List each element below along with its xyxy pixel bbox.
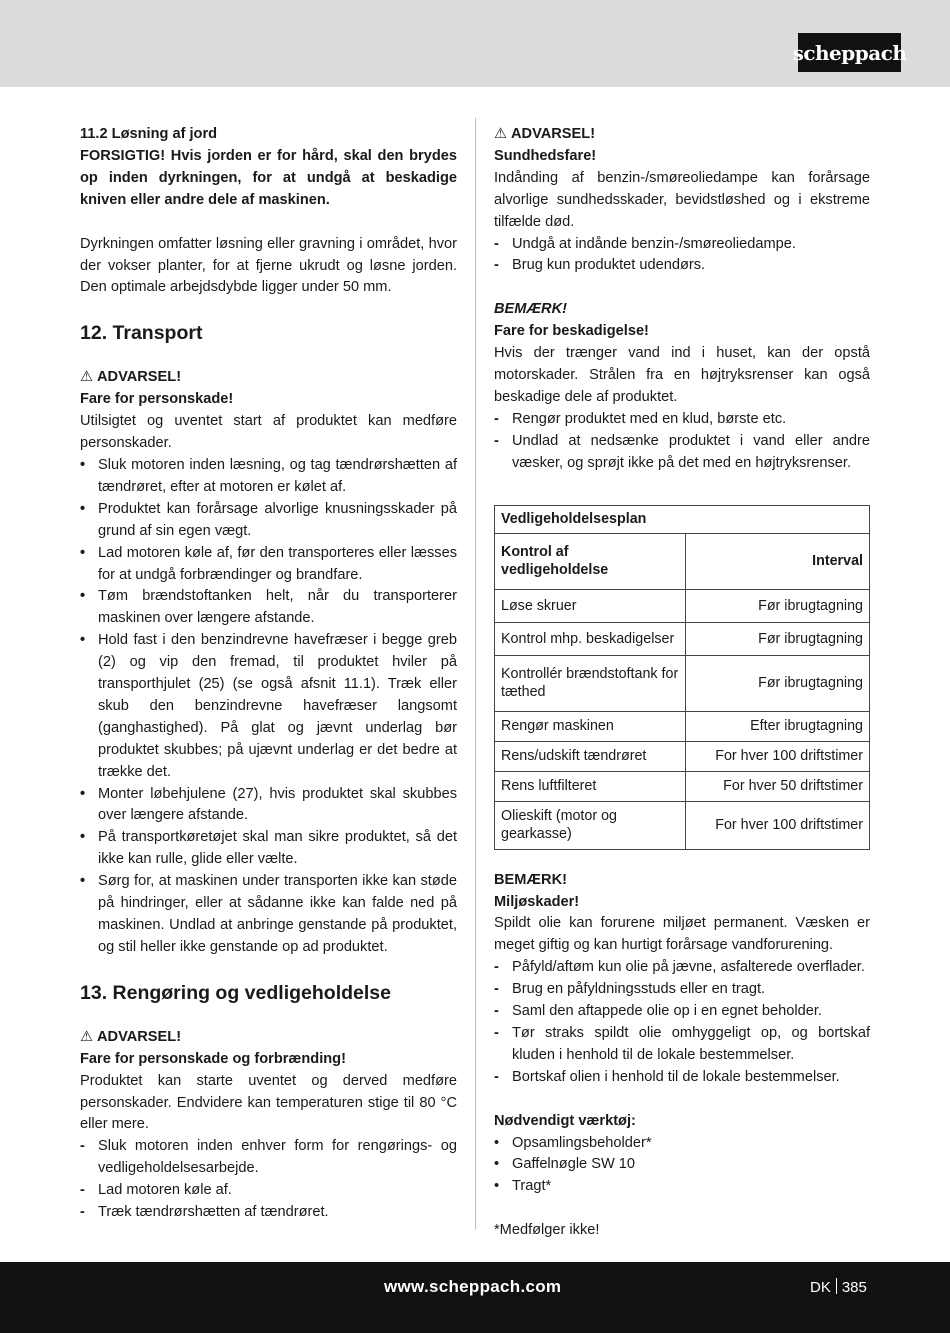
left-column bbox=[80, 124, 457, 1224]
dash-icon: - bbox=[80, 1138, 85, 1155]
page-number bbox=[810, 1278, 867, 1296]
warning-triangle-icon: ⚠ bbox=[80, 1028, 94, 1045]
cleaning-list bbox=[80, 1136, 457, 1224]
bullet-icon: • bbox=[80, 588, 86, 605]
dash-icon: - bbox=[80, 1204, 85, 1221]
bullet-icon: • bbox=[80, 632, 86, 649]
bullet-icon: • bbox=[80, 785, 86, 802]
separator bbox=[836, 1278, 837, 1294]
bullet-icon: • bbox=[80, 829, 86, 846]
dash-icon: - bbox=[494, 1068, 499, 1085]
section-12-title: 12. Transport bbox=[80, 322, 203, 345]
table-cell: Før ibrugtagning bbox=[686, 655, 870, 711]
list-item: - Undgå at indånde benzin-/smøreoliedampe. bbox=[494, 234, 870, 256]
table-row bbox=[495, 771, 870, 801]
list-item: - Brug en påfyldningsstuds eller en tragt. bbox=[494, 979, 870, 1001]
list-item: - Bortskaf olien i henhold til de lokale bestemmelser. bbox=[494, 1067, 870, 1089]
damage-list bbox=[494, 409, 870, 475]
warning-label: ⚠ ADVARSEL! bbox=[80, 1027, 457, 1049]
table-cell: For hver 100 driftstimer bbox=[686, 741, 870, 771]
dash-icon: - bbox=[494, 257, 499, 274]
dash-icon: - bbox=[494, 959, 499, 976]
table-cell: Før ibrugtagning bbox=[686, 622, 870, 655]
note-body: Hvis der trænger vand ind i huset, kan der opstå motorskader. Strålen fra en højtryksrenser kan også beskadige dele af produktet. bbox=[494, 345, 870, 405]
footer-bar bbox=[0, 1262, 950, 1333]
note-label: BEMÆRK! bbox=[494, 871, 567, 888]
table-row bbox=[495, 589, 870, 622]
column-divider bbox=[475, 118, 476, 1230]
list-item: • Sluk motoren inden læsning, og tag tændrørshætten af tændrøret, efter at motoren er kølet af. bbox=[80, 456, 457, 495]
list-item: • På transportkøretøjet skal man sikre produktet, så det ikke kan rulle, glide eller vælte. bbox=[80, 829, 457, 868]
warning-body: Indånding af benzin-/smøreoliedampe kan forårsage alvorlige sundhedsskader, bevidstløshed og i ekstreme tilfælde død. bbox=[494, 169, 870, 230]
note-subtitle: Miljøskader! bbox=[494, 893, 580, 910]
list-item: - Rengør produktet med en klud, børste etc. bbox=[494, 409, 870, 431]
transport-list bbox=[80, 455, 457, 959]
list-item: • Lad motoren køle af, før den transporteres eller læsses for at undgå forbrændinger og brandfare. bbox=[80, 544, 457, 583]
warning-label: ⚠ ADVARSEL! bbox=[494, 124, 870, 146]
table-row bbox=[495, 801, 870, 849]
list-item: - Lad motoren køle af. bbox=[80, 1180, 457, 1202]
list-item: - Påfyld/aftøm kun olie på jævne, asfalterede overflader. bbox=[494, 957, 870, 979]
note-label: BEMÆRK! bbox=[494, 301, 567, 318]
page-number-value: 385 bbox=[841, 1279, 867, 1296]
language-code: DK bbox=[810, 1279, 831, 1296]
list-item: • Tøm brændstoftanken helt, når du transporterer maskinen over længere afstande. bbox=[80, 588, 457, 627]
bullet-icon: • bbox=[494, 1134, 500, 1151]
bullet-icon: • bbox=[494, 1178, 500, 1195]
bullet-icon: • bbox=[80, 456, 86, 473]
table-header-cell: Interval bbox=[686, 533, 870, 589]
table-cell: Rengør maskinen bbox=[495, 711, 686, 741]
website-link[interactable]: www.scheppach.com bbox=[384, 1277, 562, 1296]
list-item: • Gaffelnøgle SW 10 bbox=[494, 1154, 870, 1176]
table-cell: For hver 100 driftstimer bbox=[686, 801, 870, 849]
warning-subtitle: Fare for personskade! bbox=[80, 391, 234, 408]
list-item: • Hold fast i den benzindrevne havefræser i begge greb (2) og vip den fremad, til produktet hviler på transporthjulet (25) (se også afsnit 11.1). Træk eller skub den benzindrevne havefræser langsomt (ganghastighed). På glat og jævnt underlag bør produktet skubbes; på ujævnt underlag er det bedre at trække det. bbox=[80, 632, 457, 780]
dash-icon: - bbox=[494, 410, 499, 427]
warning-intro: Produktet kan starte uventet og derved medføre personskader. Endvidere kan temperaturen stige til 80 °C eller mere. bbox=[80, 1072, 457, 1133]
list-item: • Sørg for, at maskinen under transporten ikke kan støde på hindringer, eller at sådanne ikke kan falde ned på maskinen. Undlad at anbringe genstande på produktet, og stil heller ikke genstande op ad produktet. bbox=[80, 873, 457, 955]
dash-icon: - bbox=[494, 981, 499, 998]
table-row bbox=[495, 655, 870, 711]
list-item: - Sluk motoren inden enhver form for rengørings- og vedligeholdelsesarbejde. bbox=[80, 1138, 457, 1177]
table-row bbox=[495, 741, 870, 771]
table-cell: Olieskift (motor og gearkasse) bbox=[495, 801, 686, 849]
warning-label: ⚠ ADVARSEL! bbox=[80, 367, 457, 389]
note-subtitle: Fare for beskadigelse! bbox=[494, 323, 649, 340]
note-body: Spildt olie kan forurene miljøet permanent. Væsken er meget giftig og kan hurtigt forårsage vandforurening. bbox=[494, 915, 870, 954]
section-13-title: 13. Rengøring og vedligeholdelse bbox=[80, 981, 391, 1004]
dash-icon: - bbox=[80, 1182, 85, 1199]
table-row bbox=[495, 711, 870, 741]
warning-subtitle: Sundhedsfare! bbox=[494, 147, 597, 164]
table-cell: For hver 50 driftstimer bbox=[686, 771, 870, 801]
warning-subtitle: Fare for personskade og forbrænding! bbox=[80, 1050, 346, 1067]
dash-icon: - bbox=[494, 1024, 499, 1041]
dash-icon: - bbox=[494, 235, 499, 252]
brand-logo: scheppach bbox=[798, 33, 901, 72]
footnote: *Medfølger ikke! bbox=[494, 1222, 600, 1239]
list-item: - Brug kun produktet udendørs. bbox=[494, 255, 870, 277]
warning-triangle-icon: ⚠ bbox=[80, 369, 94, 386]
caution-text: FORSIGTIG! Hvis jorden er for hård, skal den brydes op inden dyrkningen, for at undgå at beskadige kniven eller andre dele af maskinen. bbox=[80, 147, 457, 208]
table-cell: Kontrol mhp. beskadigelser bbox=[495, 622, 686, 655]
table-cell: Rens luftfilteret bbox=[495, 771, 686, 801]
dash-icon: - bbox=[494, 1003, 499, 1020]
table-cell: Før ibrugtagning bbox=[686, 589, 870, 622]
tools-title: Nødvendigt værktøj: bbox=[494, 1112, 636, 1129]
list-item: • Tragt* bbox=[494, 1176, 870, 1198]
maintenance-table bbox=[494, 505, 870, 850]
right-column bbox=[494, 124, 870, 1242]
table-cell: Rens/udskift tændrøret bbox=[495, 741, 686, 771]
list-item: - Undlad at nedsænke produktet i vand eller andre væsker, og sprøjt ikke på det med en højtryksrenser. bbox=[494, 432, 870, 471]
table-cell: Kontrollér brændstoftank for tæthed bbox=[495, 655, 686, 711]
header-bar bbox=[0, 0, 950, 87]
bullet-icon: • bbox=[80, 873, 86, 890]
tools-list bbox=[494, 1133, 870, 1199]
table-header-row bbox=[495, 533, 870, 589]
environment-list bbox=[494, 957, 870, 1088]
list-item: • Produktet kan forårsage alvorlige knusningsskader på grund af sin egen vægt. bbox=[80, 500, 457, 539]
table-cell: Løse skruer bbox=[495, 589, 686, 622]
table-row bbox=[495, 622, 870, 655]
table-cell: Efter ibrugtagning bbox=[686, 711, 870, 741]
dash-icon: - bbox=[494, 432, 499, 449]
bullet-icon: • bbox=[80, 500, 86, 517]
health-list bbox=[494, 234, 870, 278]
warning-intro: Utilsigtet og uventet start af produktet kan medføre personskader. bbox=[80, 413, 457, 452]
list-item: - Tør straks spildt olie omhyggeligt op, og bortskaf kluden i henhold til de lokale bestemmelser. bbox=[494, 1024, 870, 1063]
bullet-icon: • bbox=[494, 1156, 500, 1173]
bullet-icon: • bbox=[80, 544, 86, 561]
warning-triangle-icon: ⚠ bbox=[494, 126, 508, 142]
table-header-cell: Kontrol af vedligeholdelse bbox=[495, 533, 686, 589]
section-11-2-body: Dyrkningen omfatter løsning eller gravning i området, hvor der vokser planter, for at fjerne ukrudt og løsne jorden. Den optimale arbejdsdybde ligger under 50 mm. bbox=[80, 235, 457, 296]
table-title: Vedligeholdelsesplan bbox=[495, 505, 870, 533]
list-item: • Monter løbehjulene (27), hvis produktet skal skubbes over længere afstande. bbox=[80, 785, 457, 824]
list-item: - Saml den aftappede olie op i en egnet beholder. bbox=[494, 1001, 870, 1023]
list-item: - Træk tændrørshætten af tændrøret. bbox=[80, 1202, 457, 1224]
list-item: • Opsamlingsbeholder* bbox=[494, 1133, 870, 1155]
section-11-2-heading: 11.2 Løsning af jord bbox=[80, 126, 218, 142]
